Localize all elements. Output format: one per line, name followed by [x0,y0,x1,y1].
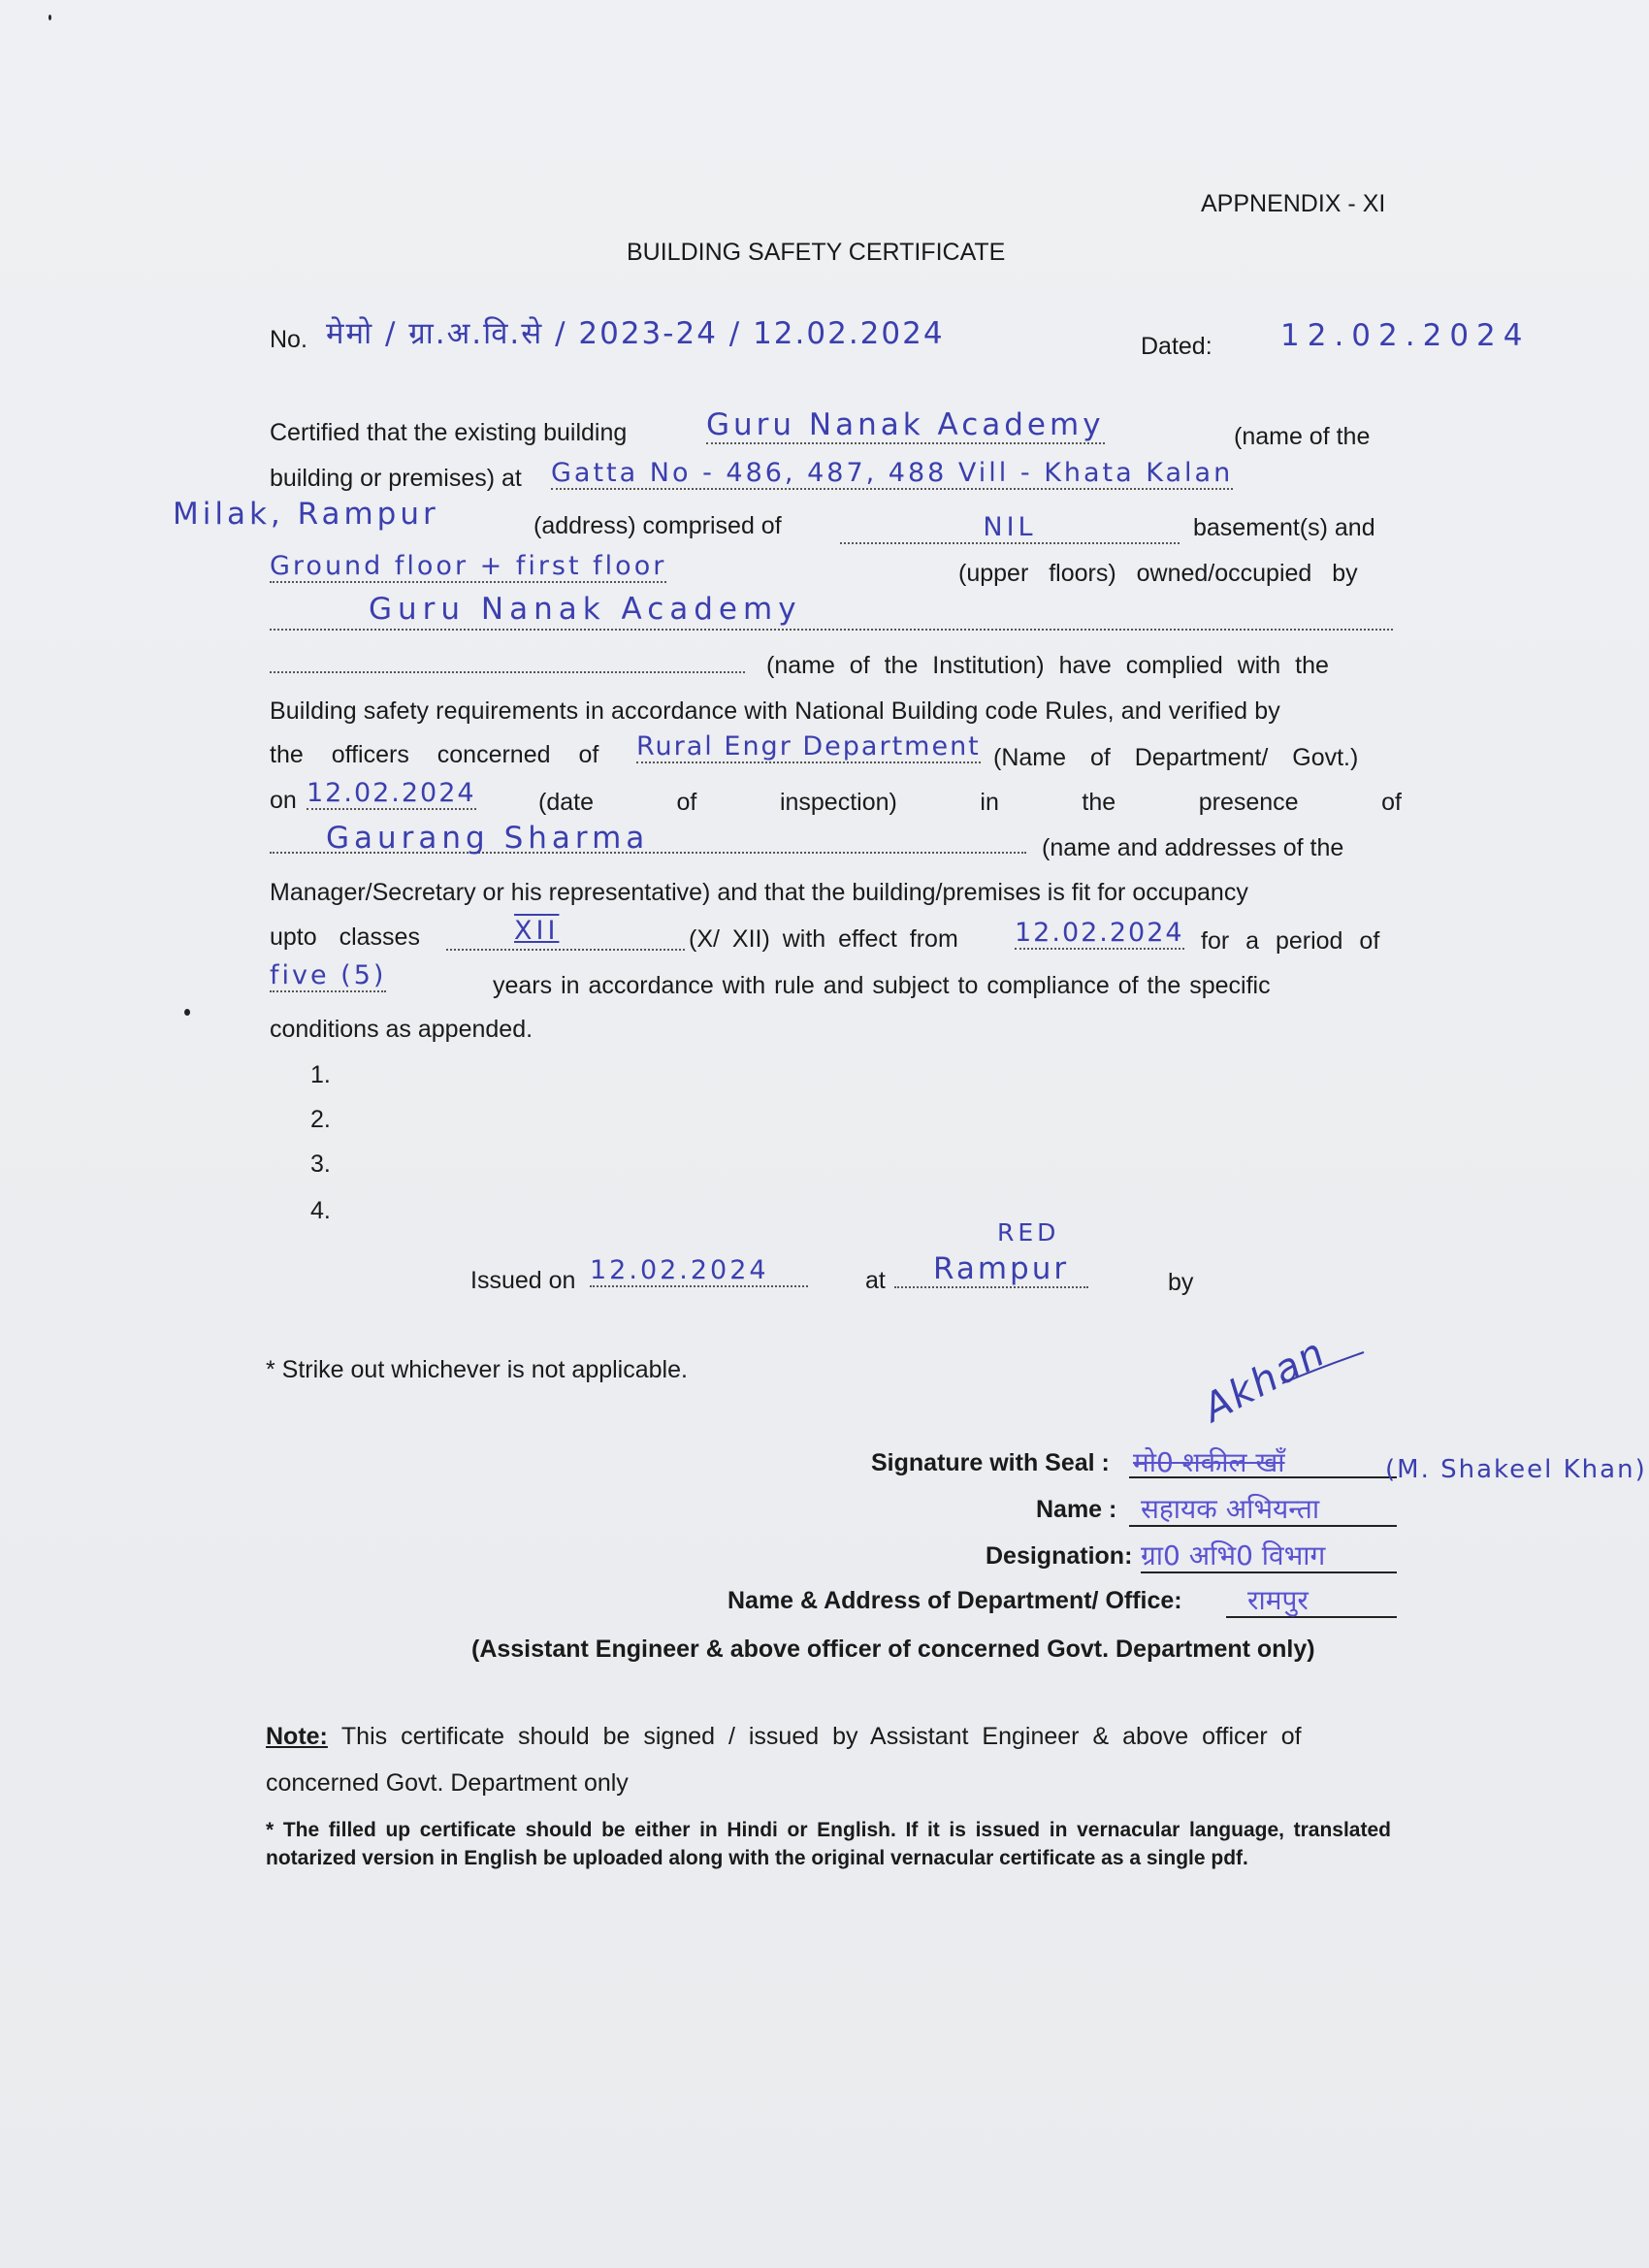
designation-stamp: ग्रा0 अभि0 विभाग [1141,1539,1326,1571]
owner-name: Guru Nanak Academy [369,592,802,627]
body-line-1a: Certified that the existing building [270,419,628,446]
name-stamp: सहायक अभियन्ता [1141,1493,1320,1525]
condition-item: 4. [310,1197,331,1224]
body-line-9a: on [270,787,297,814]
at-label: at [865,1267,886,1294]
issued-on-label: Issued on [470,1267,576,1294]
scan-speck [48,15,51,20]
upper-floors-field [270,551,666,583]
word: in [980,789,999,816]
designation-label: Designation: [986,1542,1133,1570]
signature-seal-label: Signature with Seal : [871,1449,1110,1476]
body-line-9-words [538,789,1402,817]
basements-field [840,512,1180,544]
address-line-1: Gatta No - 486, 487, 488 Vill - Khata Kalan [551,458,1234,488]
building-name-field [706,407,1105,444]
body-line-6b-text: (name of the Institution) have complied with the [766,652,1329,679]
body-line-10b: (name and addresses of the [1042,834,1344,861]
condition-item: 2. [310,1106,331,1133]
body-line-12a: upto classes [270,923,420,951]
word: presence [1198,789,1299,816]
certificate-title: BUILDING SAFETY CERTIFICATE [627,239,1006,266]
handwritten-signature: Akhan [1196,1329,1334,1432]
address-line-1-field [551,458,1233,490]
place-field [894,1251,1088,1288]
word: of [676,789,697,816]
signature-flourish [1280,1348,1368,1387]
word: of [1381,789,1402,816]
language-note: * The filled up certificate should be either in Hindi or English. If it is issued in vernacular language, translated notarized version in English be uploaded along with the original vernacular certificate as a single pdf. [266,1819,1391,1869]
classes-value: XII [514,916,560,946]
dept-abbrev: RED [997,1218,1060,1247]
strike-note: * Strike out whichever is not applicable. [266,1356,688,1383]
by-label: by [1168,1269,1194,1296]
body-line-14: conditions as appended. [270,1016,534,1043]
ref-no-label: No. [270,326,307,353]
representative-name: Gaurang Sharma [326,821,650,856]
body-line-7: Building safety requirements in accordance with National Building code Rules, and verified by [270,697,1280,725]
note-label: Note: [266,1723,328,1750]
effect-date-field [1015,918,1184,950]
ref-no-value: मेमो / ग्रा.अ.वि.से / 2023-24 / 12.02.2024 [326,316,945,351]
word: inspection) [779,789,897,816]
period-field [270,960,386,992]
place-value: Rampur [894,1251,1088,1288]
basements-value: NIL [983,512,1037,542]
building-name: Guru Nanak Academy [706,407,1105,442]
body-line-4b-text: (upper floors) owned/occupied by [958,560,1358,587]
dated-value: 12.02.2024 [1280,318,1531,353]
body-line-12b: (X/ XII) with effect from [689,925,958,953]
dept-office-stamp: रामपुर [1247,1584,1309,1616]
scan-speck [184,1009,190,1016]
period-value: five (5) [270,960,387,990]
issued-date: 12.02.2024 [590,1255,808,1287]
note-text-1: This certificate should be signed / issued by Assistant Engineer & above officer of [340,1723,1302,1750]
dated-label: Dated: [1141,333,1212,360]
body-line-12c: for a period of [1201,927,1380,955]
body-line-6b [766,652,1329,680]
word: (date [538,789,594,816]
upper-floors: Ground floor + first floor [270,551,667,581]
condition-item: 3. [310,1150,331,1178]
body-line-4b [958,560,1358,588]
word: the [1082,789,1116,816]
body-line-1b: (name of the [1234,423,1371,450]
condition-item: 1. [310,1061,331,1088]
note-line-1 [266,1723,1397,1751]
dept-office-label: Name & Address of Department/ Office: [728,1587,1182,1614]
officer-requirement-note: (Assistant Engineer & above officer of concerned Govt. Department only) [471,1636,1315,1663]
body-line-3a: (address) comprised of [534,512,782,539]
body-line-13b: years in accordance with rule and subject to compliance of the specific [493,972,1271,999]
inspection-date: 12.02.2024 [307,778,476,808]
seal-name-hindi: मो0 शकील खाँ [1133,1446,1285,1478]
body-line-11: Manager/Secretary or his representative) and that the building/premises is fit for occupancy [270,879,1248,906]
institution-dots [270,658,745,673]
body-line-8b: (Name of Department/ Govt.) [993,744,1359,771]
body-line-2a: building or premises) at [270,465,522,492]
inspection-date-field [307,778,476,810]
classes-field [446,923,685,951]
issued-date-field [590,1255,808,1287]
note-line-2: concerned Govt. Department only [266,1769,629,1797]
name-label: Name : [1036,1496,1117,1523]
department-field [636,731,981,763]
seal-name-english: (M. Shakeel Khan) [1385,1455,1647,1484]
appendix-label: APPNENDIX - XI [1201,190,1386,217]
body-line-3b: basement(s) and [1193,514,1375,541]
body-line-8a: the officers concerned of [270,741,599,768]
address-line-2: Milak, Rampur [173,497,439,532]
effect-date: 12.02.2024 [1015,918,1184,948]
department-name: Rural Engr Department [636,731,981,761]
